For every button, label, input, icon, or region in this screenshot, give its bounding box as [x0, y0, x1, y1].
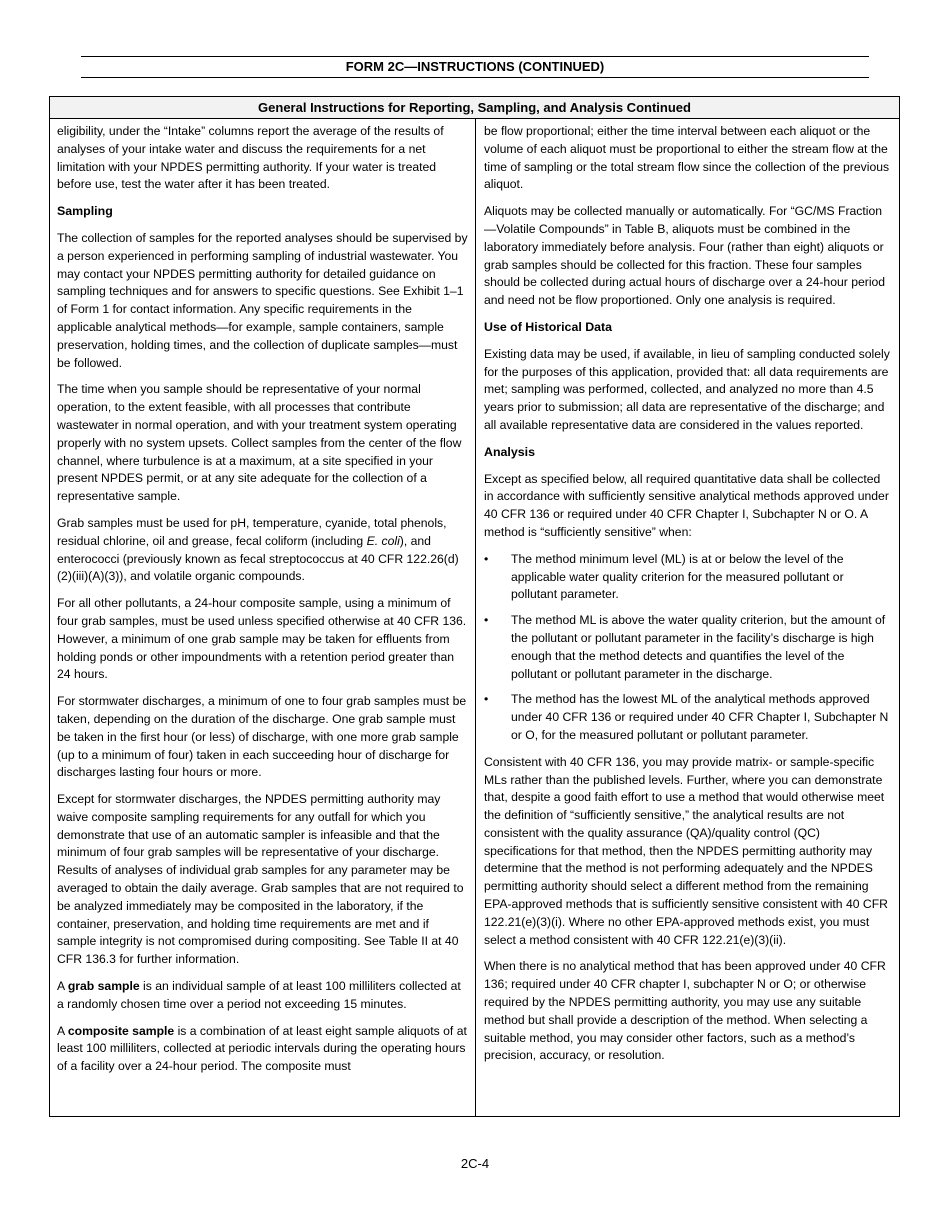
- composite-sample-definition: [57, 1023, 469, 1076]
- stormwater-paragraph: For stormwater discharges, a minimum of one to four grab samples must be taken, depending on the duration of the discharge. One grab sample must be taken in the first hour (or less) of discharge, with one more grab sample (up to a minimum of four) taken in each succeeding hour of discharge for discharges lasting four hours or more.: [57, 694, 467, 780]
- instructions-box: [49, 96, 900, 1117]
- bullet-icon: •: [484, 551, 489, 566]
- ecoli-text: E. coli: [366, 533, 400, 548]
- existing-data-paragraph: Existing data may be used, if available, in lieu of sampling conducted solely for the purposes of this application, provided that: all data requirements are met; sampling was performed, collected, and analyzed no more than 4.5 years prior to submission; all data are representative of the discharge; and all available representative data are considered in the values reported.: [484, 346, 890, 432]
- grab-text-a: Grab samples must be used for pH, temperature, cyanide, total phenols, residual chlorine, oil and grease, fecal coliform (including: [57, 515, 447, 548]
- comp-def-text-a: A: [57, 1023, 68, 1038]
- intake-paragraph: eligibility, under the “Intake” columns report the average of the results of analyses of your intake water and discuss the requirements for a net limitation with your NPDES permitting authority. If your water is treated before use, test the water after it has been treated.: [57, 124, 444, 192]
- waiver-paragraph: Except for stormwater discharges, the NPDES permitting authority may waive composite sampling requirements for any outfall for which you demonstrate that use of an automatic sampler is infeasible and that the minimum of four grab samples will be representative of your discharge. Results of analyses of individual grab samples for any parameter may be averaged to obtain the daily average. Grab samples that are not required to be analyzed immediately may be composited in the laboratory, if the container, preservation, and holding time requirements are met and if sample integrity is not compromised during compositing. See Table II at 40 CFR 136.3 for further information.: [57, 792, 464, 967]
- form-header: FORM 2C—INSTRUCTIONS (CONTINUED): [81, 56, 869, 78]
- page-number: 2C-4: [460, 1156, 490, 1171]
- no-method-paragraph: When there is no analytical method that has been approved under 40 CFR 136; required under 40 CFR chapter I, subchapter N or O; or otherwise required by the NPDES permitting authority, you may use any suitable method but shall provide a description of the method. When selecting a suitable method, you may consider other factors, such as a method’s precision, accuracy, or resolution.: [484, 959, 886, 1063]
- sample-time-paragraph: The time when you sample should be representative of your normal operation, to the extent feasible, with all processes that contribute wastewater in normal operation, and with your treatment system operating properly with no system upsets. Collect samples from the center of the flow channel, where turbulence is at a maximum, at a site specified in your present NPDES permit, or at any site adequate for the collection of a representative sample.: [57, 382, 462, 504]
- grab-text-b: ), and enterococci (previously known as fecal streptococcus at 40 CFR 122.26(d)(2)(iii)(A)(3)), and volatile organic compounds.: [57, 533, 459, 584]
- section-title: General Instructions for Reporting, Sampling, and Analysis Continued: [50, 97, 899, 119]
- list-item: [484, 551, 893, 604]
- list-item: [484, 691, 893, 744]
- analysis-heading: Analysis: [484, 444, 535, 459]
- grab-sample-definition: [57, 978, 469, 1014]
- left-column: [50, 119, 476, 1116]
- right-column: [476, 119, 899, 1116]
- historical-data-heading: Use of Historical Data: [484, 319, 613, 334]
- columns: [50, 119, 899, 1116]
- flow-proportional-paragraph: be flow proportional; either the time interval between each aliquot or the volume of each aliquot must be proportional to either the stream flow at the time of sampling or the total stream flow since the collection of the previous aliquot.: [484, 124, 890, 192]
- grab-def-text-b: is an individual sample of at least 100 milliliters collected at a randomly chosen time over a period not exceeding 15 minutes.: [57, 979, 461, 1011]
- aliquots-paragraph: Aliquots may be collected manually or automatically. For “GC/MS Fraction—Volatile Compounds” in Table B, aliquots must be combined in the laboratory immediately before analysis. Four (rather than eight) aliquots or grab samples should be collected for this fraction. These four samples should be collected during actual hours of discharge over a 24-hour period and need not be flow proportioned. Only one analysis is required.: [484, 204, 886, 308]
- list-item-text: The method has the lowest ML of the analytical methods approved under 40 CFR 136 or required under 40 CFR Chapter I, Subchapter N or O, for the measured pollutant or pollutant parameter.: [511, 692, 889, 742]
- bullet-icon: •: [484, 692, 489, 707]
- grab-samples-paragraph: [57, 515, 469, 586]
- composite-sample-term: composite sample: [67, 1023, 175, 1038]
- grab-def-text-a: A: [57, 979, 68, 994]
- sensitive-criteria-list: [484, 551, 893, 745]
- sampling-heading: Sampling: [57, 204, 113, 219]
- sensitive-methods-paragraph: Except as specified below, all required quantitative data shall be collected in accordance with sufficiently sensitive analytical methods approved under 40 CFR 136 or required under 40 CFR Chapter I, Subchapter N or O. A method is “sufficiently sensitive” when:: [484, 471, 889, 539]
- other-pollutants-paragraph: For all other pollutants, a 24-hour composite sample, using a minimum of four grab samples, must be used unless specified otherwise at 40 CFR 136. However, a minimum of one grab sample may be taken for effluents from holding ponds or other impoundments with a retention period greater than 24 hours.: [57, 596, 467, 682]
- matrix-specific-paragraph: Consistent with 40 CFR 136, you may provide matrix- or sample-specific MLs rather than the published levels. Further, where you can demonstrate that, despite a good faith effort to use a method that would otherwise meet the definition of “sufficiently sensitive,” the analytical results are not consistent with the quality assurance (QA)/quality control (QC) specifications for that method, then the NPDES permitting authority may determine that the method is not performing adequately and the NPDES permitting authority should select a different method from the remaining EPA-approved methods that is sufficiently sensitive consistent with 40 CFR 122.21(e)(3)(i). Where no other EPA-approved methods exist, you must select a method consistent with 40 CFR 122.21(e)(3)(ii).: [484, 754, 888, 947]
- list-item-text: The method ML is above the water quality criterion, but the amount of the pollutant or pollutant parameter in the facility’s discharge is high enough that the method detects and quantifies the level of the pollutant or pollutant parameter in the discharge.: [511, 613, 886, 681]
- grab-sample-term: grab sample: [67, 979, 140, 994]
- bullet-icon: •: [484, 613, 489, 628]
- list-item-text: The method minimum level (ML) is at or below the level of the applicable water quality criterion for the measured pollutant or pollutant parameter.: [511, 551, 844, 602]
- comp-def-text-b: is a combination of at least eight sample aliquots of at least 100 milliliters, collected at periodic intervals during the operating hours of a facility over a 24-hour period. The composite must: [57, 1023, 467, 1074]
- collection-paragraph: The collection of samples for the reported analyses should be supervised by a person experienced in performing sampling of industrial wastewater. You may contact your NPDES permitting authority for detailed guidance on sampling techniques and for answers to specific questions. See Exhibit 1–1 of Form 1 for contact information. Any specific requirements in the applicable analytical methods—for example, sample containers, sample preservation, holding times, and the collection of duplicate samples—must be followed.: [57, 230, 468, 370]
- list-item: [484, 612, 893, 683]
